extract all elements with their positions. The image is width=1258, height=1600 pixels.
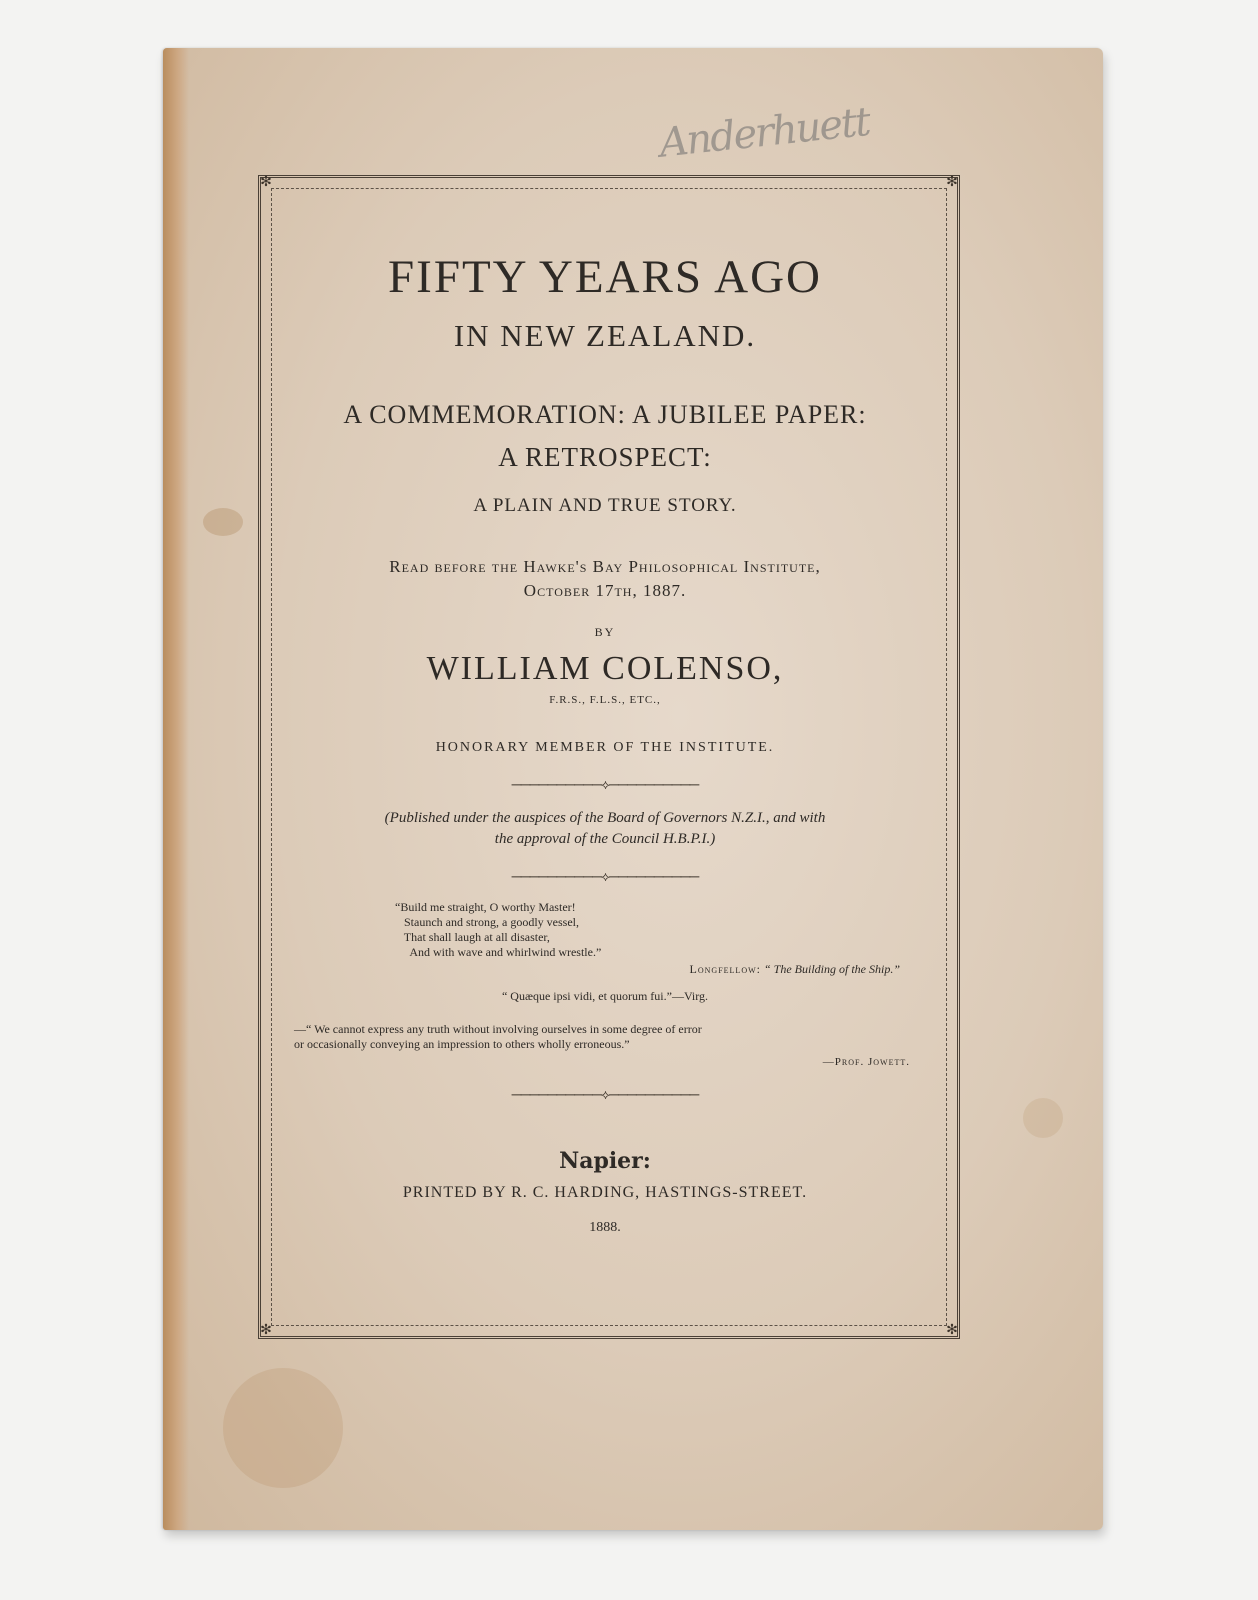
jowett-quote-line-1: —“ We cannot express any truth without involving ourselves in some degree of error bbox=[294, 1022, 702, 1036]
read-before-line-2: October 17th, 1887. bbox=[523, 581, 687, 600]
by-label: BY bbox=[594, 625, 616, 639]
poem-line: That shall laugh at all disaster, bbox=[395, 930, 550, 944]
poem-attribution-author: Longfellow: bbox=[689, 962, 761, 976]
publication-year: 1888. bbox=[589, 1220, 621, 1235]
handwritten-signature: Anderhuett bbox=[657, 98, 872, 167]
jowett-attribution: —Prof. Jowett. bbox=[822, 1056, 910, 1068]
divider-ornament-icon: ──────────⟡────────── bbox=[511, 778, 699, 793]
divider-ornament-icon: ──────────⟡────────── bbox=[511, 1088, 699, 1103]
story-line: A PLAIN AND TRUE STORY. bbox=[473, 495, 737, 516]
published-note-line-2: the approval of the Council H.B.P.I.) bbox=[494, 831, 716, 847]
corner-ornament-icon: ✻ bbox=[946, 175, 958, 190]
corner-ornament-icon: ✻ bbox=[946, 1323, 958, 1338]
stain bbox=[203, 508, 243, 536]
author-credentials: F.R.S., F.L.S., ETC., bbox=[549, 694, 661, 706]
corner-ornament-icon: ✻ bbox=[260, 175, 272, 190]
poem-line: And with wave and whirlwind wrestle.” bbox=[395, 945, 602, 959]
published-note bbox=[280, 808, 930, 850]
imprint-place: Napier: bbox=[559, 1148, 651, 1174]
poem-attribution-work: “ The Building of the Ship.” bbox=[763, 962, 900, 976]
jowett-quote-line-2: or occasionally conveying an impression to others wholly erroneous.” bbox=[294, 1037, 630, 1051]
jowett-quote bbox=[294, 1022, 930, 1052]
corner-ornament-icon: ✻ bbox=[260, 1323, 272, 1338]
poem-quote bbox=[395, 900, 815, 960]
commemoration-line: A COMMEMORATION: A JUBILEE PAPER: bbox=[343, 400, 867, 429]
read-before bbox=[280, 555, 930, 603]
poem-line: Staunch and strong, a goodly vessel, bbox=[395, 915, 579, 929]
virgil-quote: “ Quæque ipsi vidi, et quorum fui.”—Virg. bbox=[501, 989, 709, 1003]
author-name: WILLIAM COLENSO, bbox=[426, 650, 784, 687]
worn-spine-edge bbox=[163, 48, 189, 1530]
title: FIFTY YEARS AGO bbox=[388, 251, 822, 303]
divider-ornament-icon: ──────────⟡────────── bbox=[511, 870, 699, 885]
honorary-member: HONORARY MEMBER OF THE INSTITUTE. bbox=[435, 740, 775, 755]
stain bbox=[223, 1368, 343, 1488]
poem-line: “Build me straight, O worthy Master! bbox=[395, 900, 576, 914]
poem-attribution bbox=[280, 962, 900, 977]
stain bbox=[1023, 1098, 1063, 1138]
title-page-content bbox=[280, 250, 930, 1236]
subtitle: IN NEW ZEALAND. bbox=[453, 318, 757, 353]
read-before-line-1: Read before the Hawke's Bay Philosophical Institute, bbox=[389, 557, 821, 576]
published-note-line-1: (Published under the auspices of the Board of Governors N.Z.I., and with bbox=[384, 810, 826, 826]
retrospect-line: A RETROSPECT: bbox=[498, 442, 712, 472]
printer-line: PRINTED BY R. C. HARDING, HASTINGS-STREET. bbox=[402, 1184, 808, 1201]
